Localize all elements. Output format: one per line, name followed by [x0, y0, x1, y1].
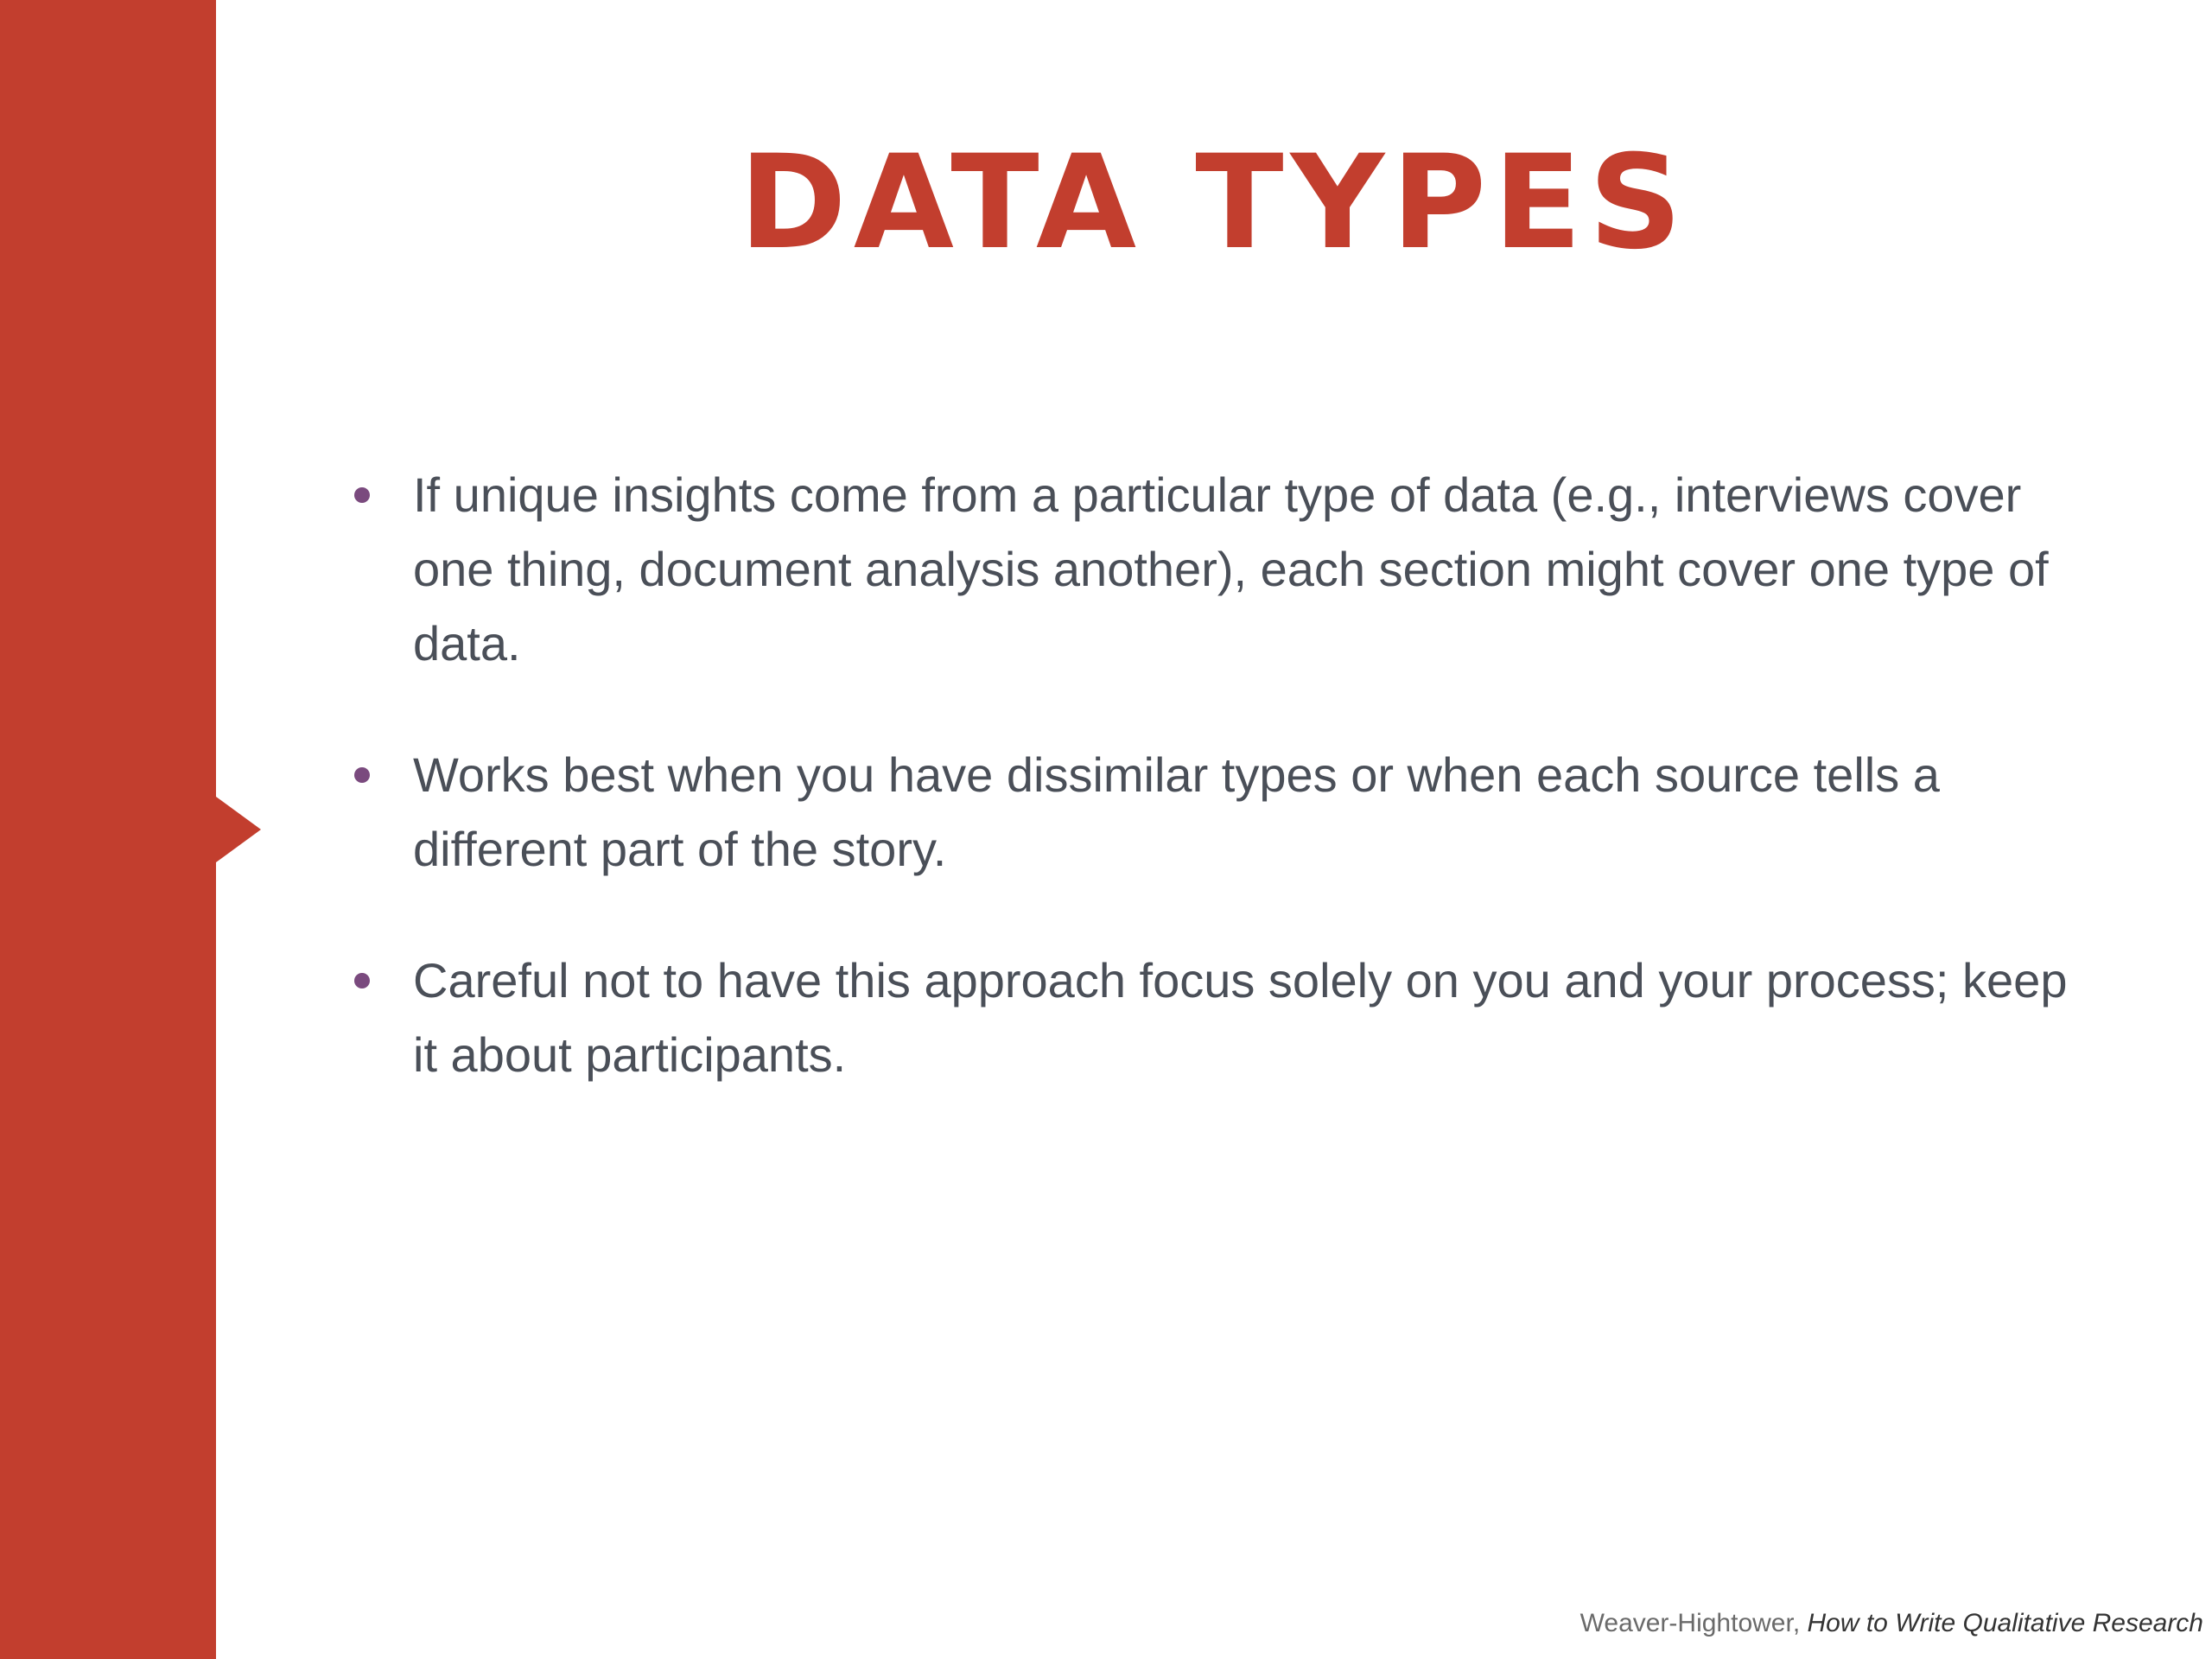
bullet-item: [346, 738, 2074, 887]
bullet-item: [346, 944, 2074, 1092]
bullet-dot-icon: [354, 973, 370, 988]
slide-title: DATA TYPES: [739, 128, 1689, 278]
citation-footer: [1580, 1609, 2203, 1638]
footer-author: Weaver-Hightower,: [1580, 1609, 1808, 1637]
bullet-text: If unique insights come from a particular type of data (e.g., interviews cover one thing, document analysis another), each section might cover one type of data.: [413, 467, 2049, 671]
footer-book-title: How to Write Qualitative Research: [1807, 1609, 2203, 1637]
bullet-item: [346, 458, 2074, 681]
side-accent-bar: [0, 0, 216, 1659]
bullet-text: Careful not to have this approach focus solely on you and your process; keep it about participants.: [413, 953, 2068, 1082]
bullet-dot-icon: [354, 767, 370, 783]
bullet-text: Works best when you have dissimilar types or when each source tells a different part of the story.: [413, 747, 1940, 876]
side-arrow-notch: [216, 797, 261, 862]
bullet-dot-icon: [354, 487, 370, 503]
bullet-list: [346, 458, 2074, 1149]
